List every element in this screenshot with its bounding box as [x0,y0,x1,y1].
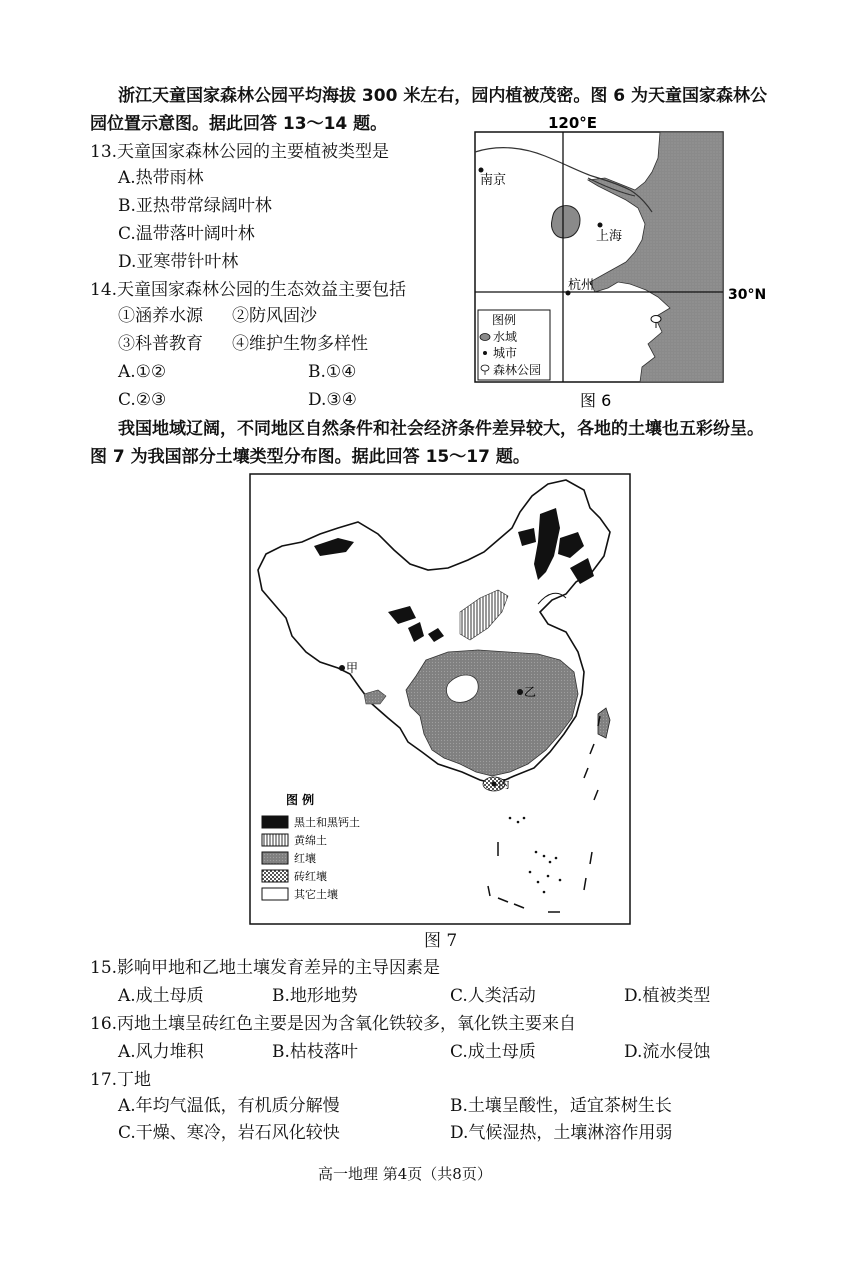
question-13-option-a: A.热带雨林 [118,168,204,188]
figure-7-soil-map [248,472,632,926]
question-17-option-c: C.干燥、寒冷，岩石风化较快 [118,1123,340,1143]
fig7-jia-marker [339,665,345,671]
question-14-option-c: C.②③ [118,390,167,410]
question-14-option-d: D.③④ [308,390,357,410]
question-14-stem: 14.天童国家森林公园的生态效益主要包括 [90,280,407,300]
question-15-stem: 15.影响甲地和乙地土壤发育差异的主导因素是 [90,958,441,978]
fig7-legend-other: 其它土壤 [294,888,338,901]
question-13-option-c: C.温带落叶阔叶林 [118,224,255,244]
question-13-stem: 13.天童国家森林公园的主要植被类型是 [90,142,390,162]
fig6-nanjing-label: 南京 [480,173,507,188]
fig7-legend-loess-swatch [262,834,288,846]
figure-6-location-map [470,112,770,412]
question-16-option-c: C.成土母质 [450,1042,536,1062]
fig6-legend-city: 城市 [493,346,518,360]
fig6-legend-water-swatch [480,334,490,341]
question-14-item-4: ④维护生物多样性 [232,334,368,354]
question-16-stem: 16.丙地土壤呈砖红色主要是因为含氧化铁较多，氧化铁主要来自 [90,1014,577,1034]
fig7-legend-black: 黑土和黑钙土 [294,816,360,829]
question-15-option-b: B.地形地势 [272,986,358,1006]
fig6-longitude-label: 120°E [548,114,598,132]
intro-paragraph-line2: 园位置示意图。据此回答 13～14 题。 [90,114,388,134]
fig7-legend-brick-swatch [262,870,288,882]
question-14-item-1: ①涵养水源 [118,306,203,326]
fig7-legend-red: 红壤 [294,852,316,865]
question-15-option-a: A.成土母质 [118,986,204,1006]
fig7-legend-loess: 黄绵土 [294,834,327,847]
fig6-legend-title: 图例 [492,313,517,327]
fig6-shanghai-marker [598,223,603,228]
question-16-option-d: D.流水侵蚀 [624,1042,711,1062]
fig7-legend-brick: 砖红壤 [294,870,327,883]
fig6-legend-park: 森林公园 [493,363,542,377]
fig7-yi-label: 乙 [524,685,537,699]
figure-7-caption: 图 7 [424,931,458,951]
question-17-stem: 17.丁地 [90,1070,152,1090]
question-16-option-b: B.枯枝落叶 [272,1042,358,1062]
fig6-hangzhou-label: 杭州 [568,278,595,293]
question-13-option-b: B.亚热带常绿阔叶林 [118,196,272,216]
question-14-option-a: A.①② [118,362,167,382]
fig7-bing-marker [492,782,497,787]
question-15-option-d: D.植被类型 [624,986,711,1006]
fig6-legend-water: 水域 [493,330,518,344]
intro-paragraph-2-line2: 图 7 为我国部分土壤类型分布图。据此回答 15～17 题。 [90,447,530,467]
question-16-option-a: A.风力堆积 [118,1042,204,1062]
fig7-jia-label: 甲 [346,661,359,675]
intro-paragraph-line1: 浙江天童国家森林公园平均海拔 300 米左右，园内植被茂密。图 6 为天童国家森林公 [118,86,767,106]
fig6-nanjing-marker [479,168,484,173]
fig7-legend-red-swatch [262,852,288,864]
fig6-caption: 图 6 [580,391,612,410]
question-17-option-a: A.年均气温低，有机质分解慢 [118,1096,340,1116]
question-17-option-b: B.土壤呈酸性，适宜茶树生长 [450,1096,672,1116]
intro-paragraph-2-line1: 我国地域辽阔，不同地区自然条件和社会经济条件差异较大，各地的土壤也五彩纷呈。 [118,419,764,439]
page-footer: 高一地理 第4页（共8页） [318,1165,492,1183]
fig7-legend-black-swatch [262,816,288,828]
fig6-shanghai-label: 上海 [596,229,623,244]
fig6-latitude-label: 30°N [728,287,767,303]
question-15-option-c: C.人类活动 [450,986,536,1006]
question-13-option-d: D.亚寒带针叶林 [118,252,239,272]
fig7-bing-label: 丙 [498,777,511,791]
fig7-legend-title: 图 例 [286,793,315,807]
question-14-item-3: ③科普教育 [118,334,203,354]
question-14-option-b: B.①④ [308,362,357,382]
question-14-item-2: ②防风固沙 [232,306,317,326]
fig6-legend-city-swatch [483,351,487,355]
question-17-option-d: D.气候湿热，土壤淋溶作用弱 [450,1123,673,1143]
fig7-yi-marker [517,689,523,695]
fig7-legend-other-swatch [262,888,288,900]
fig6-taihu-lake [552,206,581,238]
